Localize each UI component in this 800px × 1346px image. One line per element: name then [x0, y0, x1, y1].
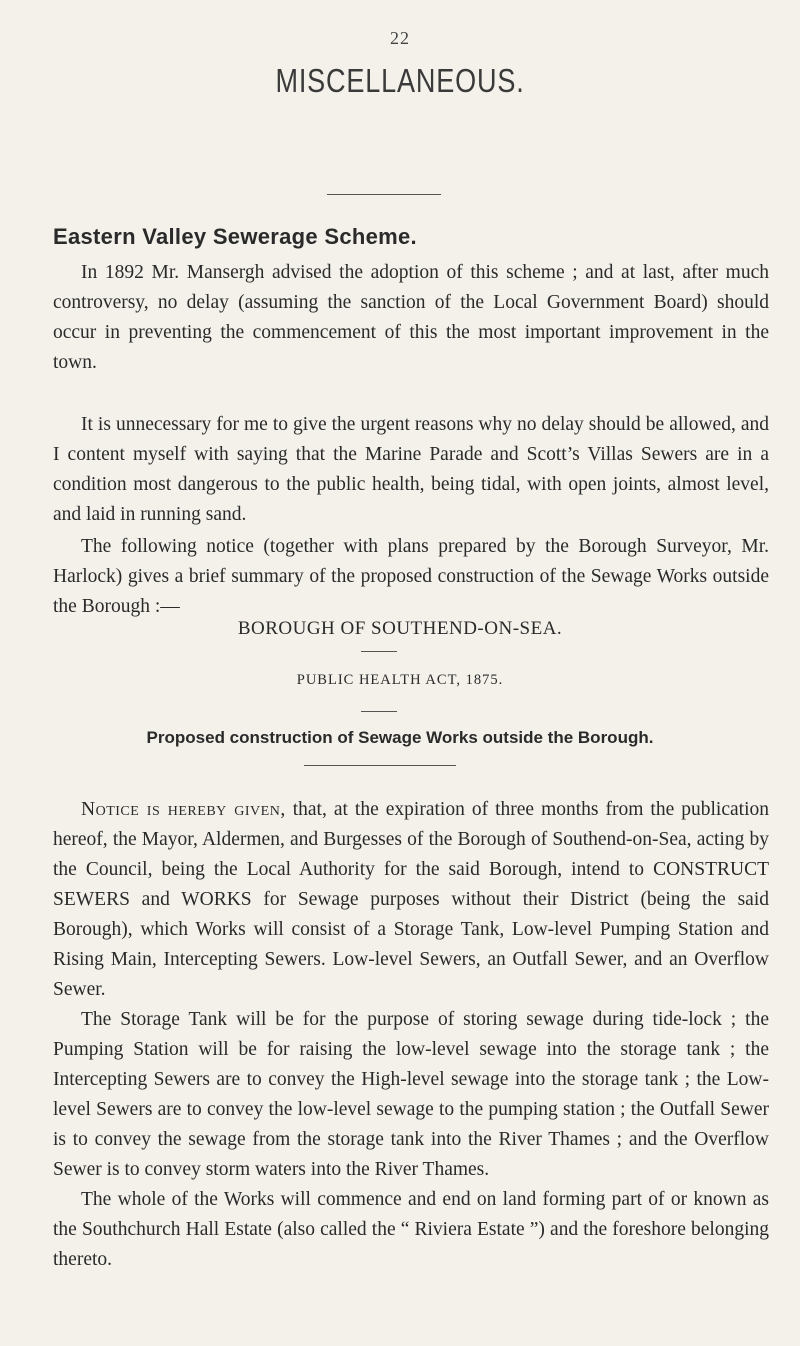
divider-rule	[361, 651, 397, 652]
paragraph-1-text: In 1892 Mr. Mansergh advised the adoption of this scheme ; and at last, after much controversy, no delay (assuming the sanction of the Local Government Board) should occur in preventing the commencement of this the most important improvement in the town.	[53, 262, 769, 373]
paragraph-3-text: The following notice (together with plans prepared by the Borough Surveyor, Mr. Harlock) gives a brief summary of the proposed construction of the Sewage Works outside the Borough :—	[53, 536, 769, 617]
notice-paragraph-1-text: that, at the expiration of three months from the publication hereof, the Mayor, Aldermen, and Burgesses of the Borough of Southend-on-Sea, acting by the Council, being the Local Authority for the said Borough, intend to CONSTRUCT SEWERS and WORKS for Sewage purposes without their District (being the said Borough), which Works will consist of a Storage Tank, Low-level Pumping Station and Rising Main, Intercepting Sewers. Low-level Sewers, an Outfall Sewer, and an Overflow Sewer.	[53, 799, 769, 1000]
article-heading: Eastern Valley Sewerage Scheme.	[53, 224, 417, 249]
notice-paragraph-3-text: The whole of the Works will commence and end on land forming part of or known as the Southchurch Hall Estate (also called the “ Riviera Estate ”) and the foreshore belonging thereto.	[53, 1189, 769, 1270]
paragraph-1	[53, 258, 769, 378]
notice-paragraph-1	[53, 795, 769, 1005]
notice-lead-text: Notice is hereby given,	[81, 799, 286, 820]
notice-borough-title: BOROUGH OF SOUTHEND-ON-SEA.	[237, 618, 563, 639]
notice-paragraph-2-text: The Storage Tank will be for the purpose of storing sewage during tide-lock ; the Pumping Station will be for raising the low-level sewage into the storage tank ; the Intercepting Sewers are to convey the High-level sewage into the storage tank ; the Low-level Sewers are to convey the low-level sewage to the pumping station ; the Outfall Sewer is to convey the sewage from the storage tank into the River Thames ; and the Overflow Sewer is to convey storm waters into the River Thames.	[53, 1009, 769, 1180]
notice-proposed-heading: Proposed construction of Sewage Works outside the Borough.	[146, 728, 654, 747]
divider-rule	[304, 765, 456, 766]
paragraph-2	[53, 410, 769, 530]
notice-paragraph-3	[53, 1185, 769, 1275]
notice-act-title: PUBLIC HEALTH ACT, 1875.	[296, 672, 504, 688]
divider-rule	[327, 194, 441, 195]
section-title: MISCELLANEOUS.	[275, 62, 525, 99]
divider-rule	[361, 711, 397, 712]
paragraph-2-text: It is unnecessary for me to give the urgent reasons why no delay should be allowed, and I content myself with saying that the Marine Parade and Scott’s Villas Sewers are in a condition most dangerous to the public health, being tidal, with open joints, almost level, and laid in running sand.	[53, 414, 769, 525]
notice-paragraph-2	[53, 1005, 769, 1185]
paragraph-3	[53, 532, 769, 622]
page-number: 22	[390, 28, 410, 48]
